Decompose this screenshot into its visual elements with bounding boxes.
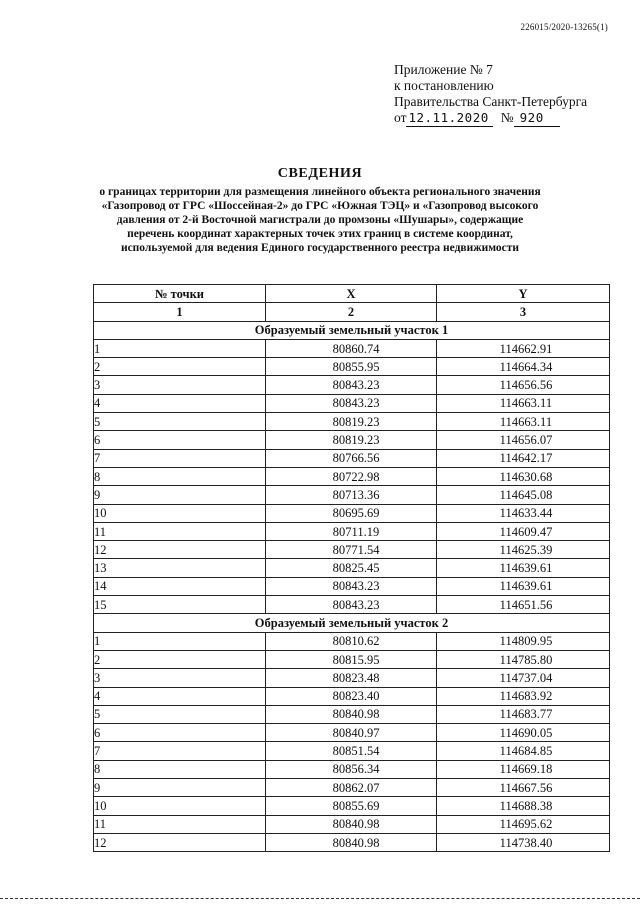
point-number-cell: 7 <box>94 449 266 467</box>
point-number-cell: 14 <box>94 577 266 595</box>
column-number-2: 2 <box>266 303 437 321</box>
y-coordinate-cell: 114656.07 <box>437 431 610 449</box>
x-coordinate-cell: 80860.74 <box>266 339 437 357</box>
section-title: Образуемый земельный участок 1 <box>94 321 610 339</box>
point-number-cell: 1 <box>94 339 266 357</box>
table-row <box>94 577 610 595</box>
y-coordinate-cell: 114663.11 <box>437 394 610 412</box>
x-coordinate-cell: 80695.69 <box>266 504 437 522</box>
x-coordinate-cell: 80825.45 <box>266 559 437 577</box>
point-number-cell: 3 <box>94 669 266 687</box>
y-coordinate-cell: 114639.61 <box>437 577 610 595</box>
document-id: 226015/2020-13265(1) <box>520 22 608 32</box>
y-coordinate-cell: 114667.56 <box>437 779 610 797</box>
x-coordinate-cell: 80843.23 <box>266 376 437 394</box>
y-coordinate-cell: 114662.91 <box>437 339 610 357</box>
point-number-cell: 9 <box>94 486 266 504</box>
table-row <box>94 467 610 485</box>
y-coordinate-cell: 114664.34 <box>437 358 610 376</box>
header-y: Y <box>437 285 610 303</box>
resolution-number: 920 <box>514 110 560 127</box>
point-number-cell: 5 <box>94 413 266 431</box>
x-coordinate-cell: 80843.23 <box>266 596 437 614</box>
table-row <box>94 339 610 357</box>
table-row <box>94 742 610 760</box>
x-coordinate-cell: 80843.23 <box>266 394 437 412</box>
table-row <box>94 413 610 431</box>
point-number-cell: 8 <box>94 467 266 485</box>
y-coordinate-cell: 114688.38 <box>437 797 610 815</box>
point-number-cell: 4 <box>94 394 266 412</box>
point-number-cell: 10 <box>94 504 266 522</box>
section-header-row <box>94 321 610 339</box>
table-row <box>94 650 610 668</box>
table-row <box>94 815 610 833</box>
table-row <box>94 449 610 467</box>
appendix-line-1: Приложение № 7 <box>394 62 493 77</box>
document-title: СВЕДЕНИЯ <box>277 166 363 181</box>
y-coordinate-cell: 114609.47 <box>437 522 610 540</box>
appendix-line-3: Правительства Санкт-Петербурга <box>394 94 588 109</box>
y-coordinate-cell: 114738.40 <box>437 833 610 851</box>
y-coordinate-cell: 114642.17 <box>437 449 610 467</box>
table-row <box>94 724 610 742</box>
x-coordinate-cell: 80862.07 <box>266 779 437 797</box>
x-coordinate-cell: 80810.62 <box>266 632 437 650</box>
table-row <box>94 522 610 540</box>
point-number-cell: 15 <box>94 596 266 614</box>
y-coordinate-cell: 114669.18 <box>437 760 610 778</box>
point-number-cell: 8 <box>94 760 266 778</box>
table-row <box>94 779 610 797</box>
x-coordinate-cell: 80823.40 <box>266 687 437 705</box>
y-coordinate-cell: 114684.85 <box>437 742 610 760</box>
point-number-cell: 4 <box>94 687 266 705</box>
y-coordinate-cell: 114785.80 <box>437 650 610 668</box>
coordinates-table <box>93 284 610 852</box>
table-row <box>94 833 610 851</box>
date-prefix: от <box>394 110 407 125</box>
table-row <box>94 376 610 394</box>
point-number-cell: 3 <box>94 376 266 394</box>
x-coordinate-cell: 80851.54 <box>266 742 437 760</box>
point-number-cell: 5 <box>94 705 266 723</box>
table-header-row <box>94 285 610 303</box>
resolution-date: 12.11.2020 <box>406 110 492 127</box>
y-coordinate-cell: 114625.39 <box>437 541 610 559</box>
section-title: Образуемый земельный участок 2 <box>94 614 610 632</box>
y-coordinate-cell: 114683.77 <box>437 705 610 723</box>
x-coordinate-cell: 80771.54 <box>266 541 437 559</box>
subtitle-line: о границах территории для размещения линейного объекта регионального значения <box>99 186 541 198</box>
subtitle-line: давления от 2-й Восточной магистрали до промзоны «Шушары», содержащие <box>116 214 524 226</box>
table-row <box>94 669 610 687</box>
point-number-cell: 9 <box>94 779 266 797</box>
table-row <box>94 760 610 778</box>
table-row <box>94 541 610 559</box>
y-coordinate-cell: 114645.08 <box>437 486 610 504</box>
y-coordinate-cell: 114683.92 <box>437 687 610 705</box>
x-coordinate-cell: 80840.98 <box>266 833 437 851</box>
x-coordinate-cell: 80855.95 <box>266 358 437 376</box>
column-number-row <box>94 303 610 321</box>
table-row <box>94 504 610 522</box>
point-number-cell: 6 <box>94 724 266 742</box>
x-coordinate-cell: 80711.19 <box>266 522 437 540</box>
y-coordinate-cell: 114630.68 <box>437 467 610 485</box>
y-coordinate-cell: 114690.05 <box>437 724 610 742</box>
table-row <box>94 705 610 723</box>
column-number-1: 1 <box>94 303 266 321</box>
appendix-date-line <box>394 110 587 127</box>
y-coordinate-cell: 114737.04 <box>437 669 610 687</box>
x-coordinate-cell: 80713.36 <box>266 486 437 504</box>
x-coordinate-cell: 80840.98 <box>266 705 437 723</box>
y-coordinate-cell: 114809.95 <box>437 632 610 650</box>
point-number-cell: 11 <box>94 815 266 833</box>
subtitle-line: используемой для ведения Единого государственного реестра недвижимости <box>120 242 520 254</box>
y-coordinate-cell: 114656.56 <box>437 376 610 394</box>
table-row <box>94 797 610 815</box>
column-number-3: 3 <box>437 303 610 321</box>
subtitle-line: перечень координат характерных точек этих границ в системе координат, <box>127 228 513 240</box>
y-coordinate-cell: 114633.44 <box>437 504 610 522</box>
point-number-cell: 1 <box>94 632 266 650</box>
x-coordinate-cell: 80840.97 <box>266 724 437 742</box>
point-number-cell: 2 <box>94 358 266 376</box>
x-coordinate-cell: 80840.98 <box>266 815 437 833</box>
x-coordinate-cell: 80819.23 <box>266 431 437 449</box>
point-number-cell: 13 <box>94 559 266 577</box>
x-coordinate-cell: 80766.56 <box>266 449 437 467</box>
x-coordinate-cell: 80823.48 <box>266 669 437 687</box>
point-number-cell: 12 <box>94 541 266 559</box>
subtitle-line: «Газопровод от ГРС «Шоссейная-2» до ГРС «Южная ТЭЦ» и «Газопровод высокого <box>101 200 539 212</box>
x-coordinate-cell: 80843.23 <box>266 577 437 595</box>
table-row <box>94 431 610 449</box>
point-number-cell: 10 <box>94 797 266 815</box>
y-coordinate-cell: 114663.11 <box>437 413 610 431</box>
x-coordinate-cell: 80856.34 <box>266 760 437 778</box>
y-coordinate-cell: 114651.56 <box>437 596 610 614</box>
y-coordinate-cell: 114695.62 <box>437 815 610 833</box>
x-coordinate-cell: 80722.98 <box>266 467 437 485</box>
y-coordinate-cell: 114639.61 <box>437 559 610 577</box>
page-bottom-rule <box>0 898 640 899</box>
x-coordinate-cell: 80815.95 <box>266 650 437 668</box>
point-number-cell: 2 <box>94 650 266 668</box>
point-number-cell: 12 <box>94 833 266 851</box>
number-prefix: № <box>500 110 514 125</box>
x-coordinate-cell: 80855.69 <box>266 797 437 815</box>
appendix-block <box>394 62 587 127</box>
section-header-row <box>94 614 610 632</box>
header-x: X <box>266 285 437 303</box>
point-number-cell: 7 <box>94 742 266 760</box>
table-row <box>94 687 610 705</box>
x-coordinate-cell: 80819.23 <box>266 413 437 431</box>
table-row <box>94 486 610 504</box>
table-row <box>94 358 610 376</box>
document-heading <box>60 166 580 255</box>
point-number-cell: 6 <box>94 431 266 449</box>
point-number-cell: 11 <box>94 522 266 540</box>
header-point-number: № точки <box>94 285 266 303</box>
appendix-line-2: к постановлению <box>394 78 494 93</box>
table-row <box>94 394 610 412</box>
table-row <box>94 559 610 577</box>
table-row <box>94 632 610 650</box>
table-row <box>94 596 610 614</box>
